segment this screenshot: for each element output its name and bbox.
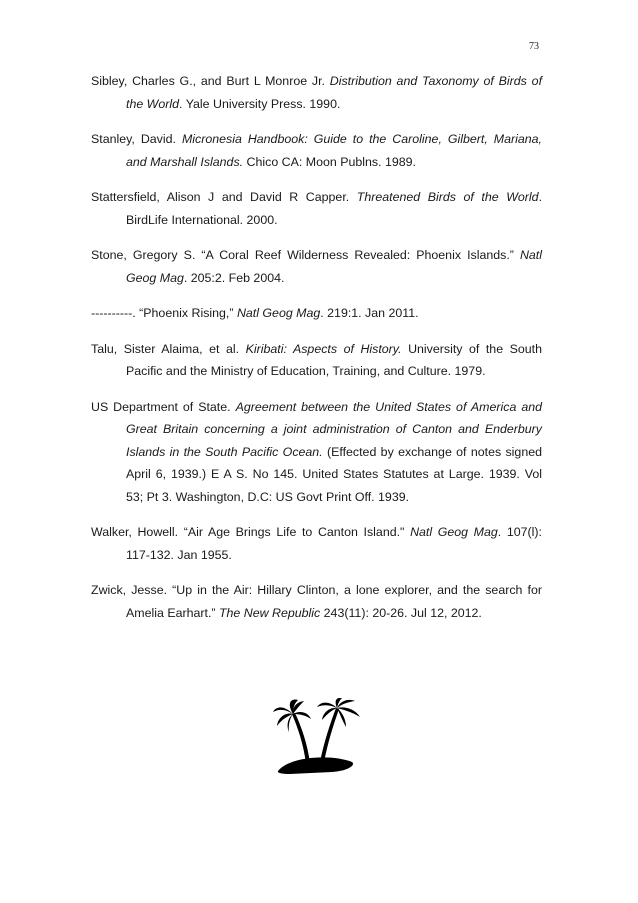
entry-authors: Talu, Sister Alaima, et al. — [91, 341, 246, 356]
bibliography-entry — [91, 128, 542, 173]
entry-details: . BirdLife International. 2000. — [126, 190, 543, 227]
entry-details: Chico CA: Moon Publns. 1989. — [243, 154, 416, 169]
entry-authors: Zwick, Jesse. “Up in the Air: Hillary Clinton, a lone explorer, and the search for Amelia Earhart.” — [91, 583, 542, 620]
entry-title: Kiribati: Aspects of History. — [245, 341, 402, 356]
entry-details: . Yale University Press. 1990. — [179, 96, 341, 111]
entry-title: Distribution and Taxonomy of Birds of the World — [126, 74, 543, 111]
bibliography-entry — [91, 338, 542, 383]
entry-authors: Stanley, David. — [91, 132, 182, 146]
entry-title: Agreement between the United States of America and Great Britain concerning a joint administration of Canton and Enderbury Islands in the South Pacific Ocean. — [126, 399, 542, 459]
entry-details: . 219:1. Jan 2011. — [320, 306, 419, 320]
entry-authors: Sibley, Charles G., and Burt L Monroe Jr. — [91, 74, 330, 88]
bibliography-entry — [91, 396, 542, 509]
entry-details: . 107(l): 117-132. Jan 1955. — [126, 525, 542, 562]
entry-title: The New Republic — [218, 605, 321, 620]
entry-authors: Walker, Howell. “Air Age Brings Life to Canton Island." — [91, 525, 411, 539]
entry-title: Natl Geog Mag — [126, 248, 542, 285]
entry-title: Natl Geog Mag — [410, 525, 498, 539]
entry-details: University of the South Pacific and the Ministry of Education, Training, and Culture. 1979. — [126, 341, 543, 378]
entry-details: 243(11): 20-26. Jul 12, 2012. — [320, 605, 482, 620]
palm-island-icon — [272, 698, 368, 778]
bibliography — [91, 70, 542, 637]
entry-title: Micronesia Handbook: Guide to the Caroline, Gilbert, Mariana, and Marshall Islands. — [126, 132, 542, 169]
page-number: 73 — [529, 41, 539, 52]
bibliography-entry — [91, 579, 542, 624]
entry-title: Natl Geog Mag — [236, 306, 321, 320]
entry-authors: ----------. “Phoenix Rising,” — [91, 306, 237, 320]
entry-authors: Stattersfield, Alison J and David R Capper. — [91, 190, 357, 204]
bibliography-entry — [91, 186, 542, 231]
bibliography-entry — [91, 70, 542, 115]
bibliography-entry — [91, 302, 542, 325]
entry-details: . 205:2. Feb 2004. — [183, 270, 285, 285]
entry-title: Threatened Birds of the World — [356, 190, 539, 204]
bibliography-entry — [91, 244, 542, 289]
entry-details: (Effected by exchange of notes signed April 6, 1939.) E A S. No 145. United States Statutes at Large. 1939. Vol 53; Pt 3. Washington, D.C: US Govt Print Off. 1939. — [126, 444, 542, 504]
entry-authors: US Department of State. — [91, 399, 236, 414]
bibliography-entry — [91, 521, 542, 566]
entry-authors: Stone, Gregory S. “A Coral Reef Wilderness Revealed: Phoenix Islands.” — [91, 248, 520, 262]
